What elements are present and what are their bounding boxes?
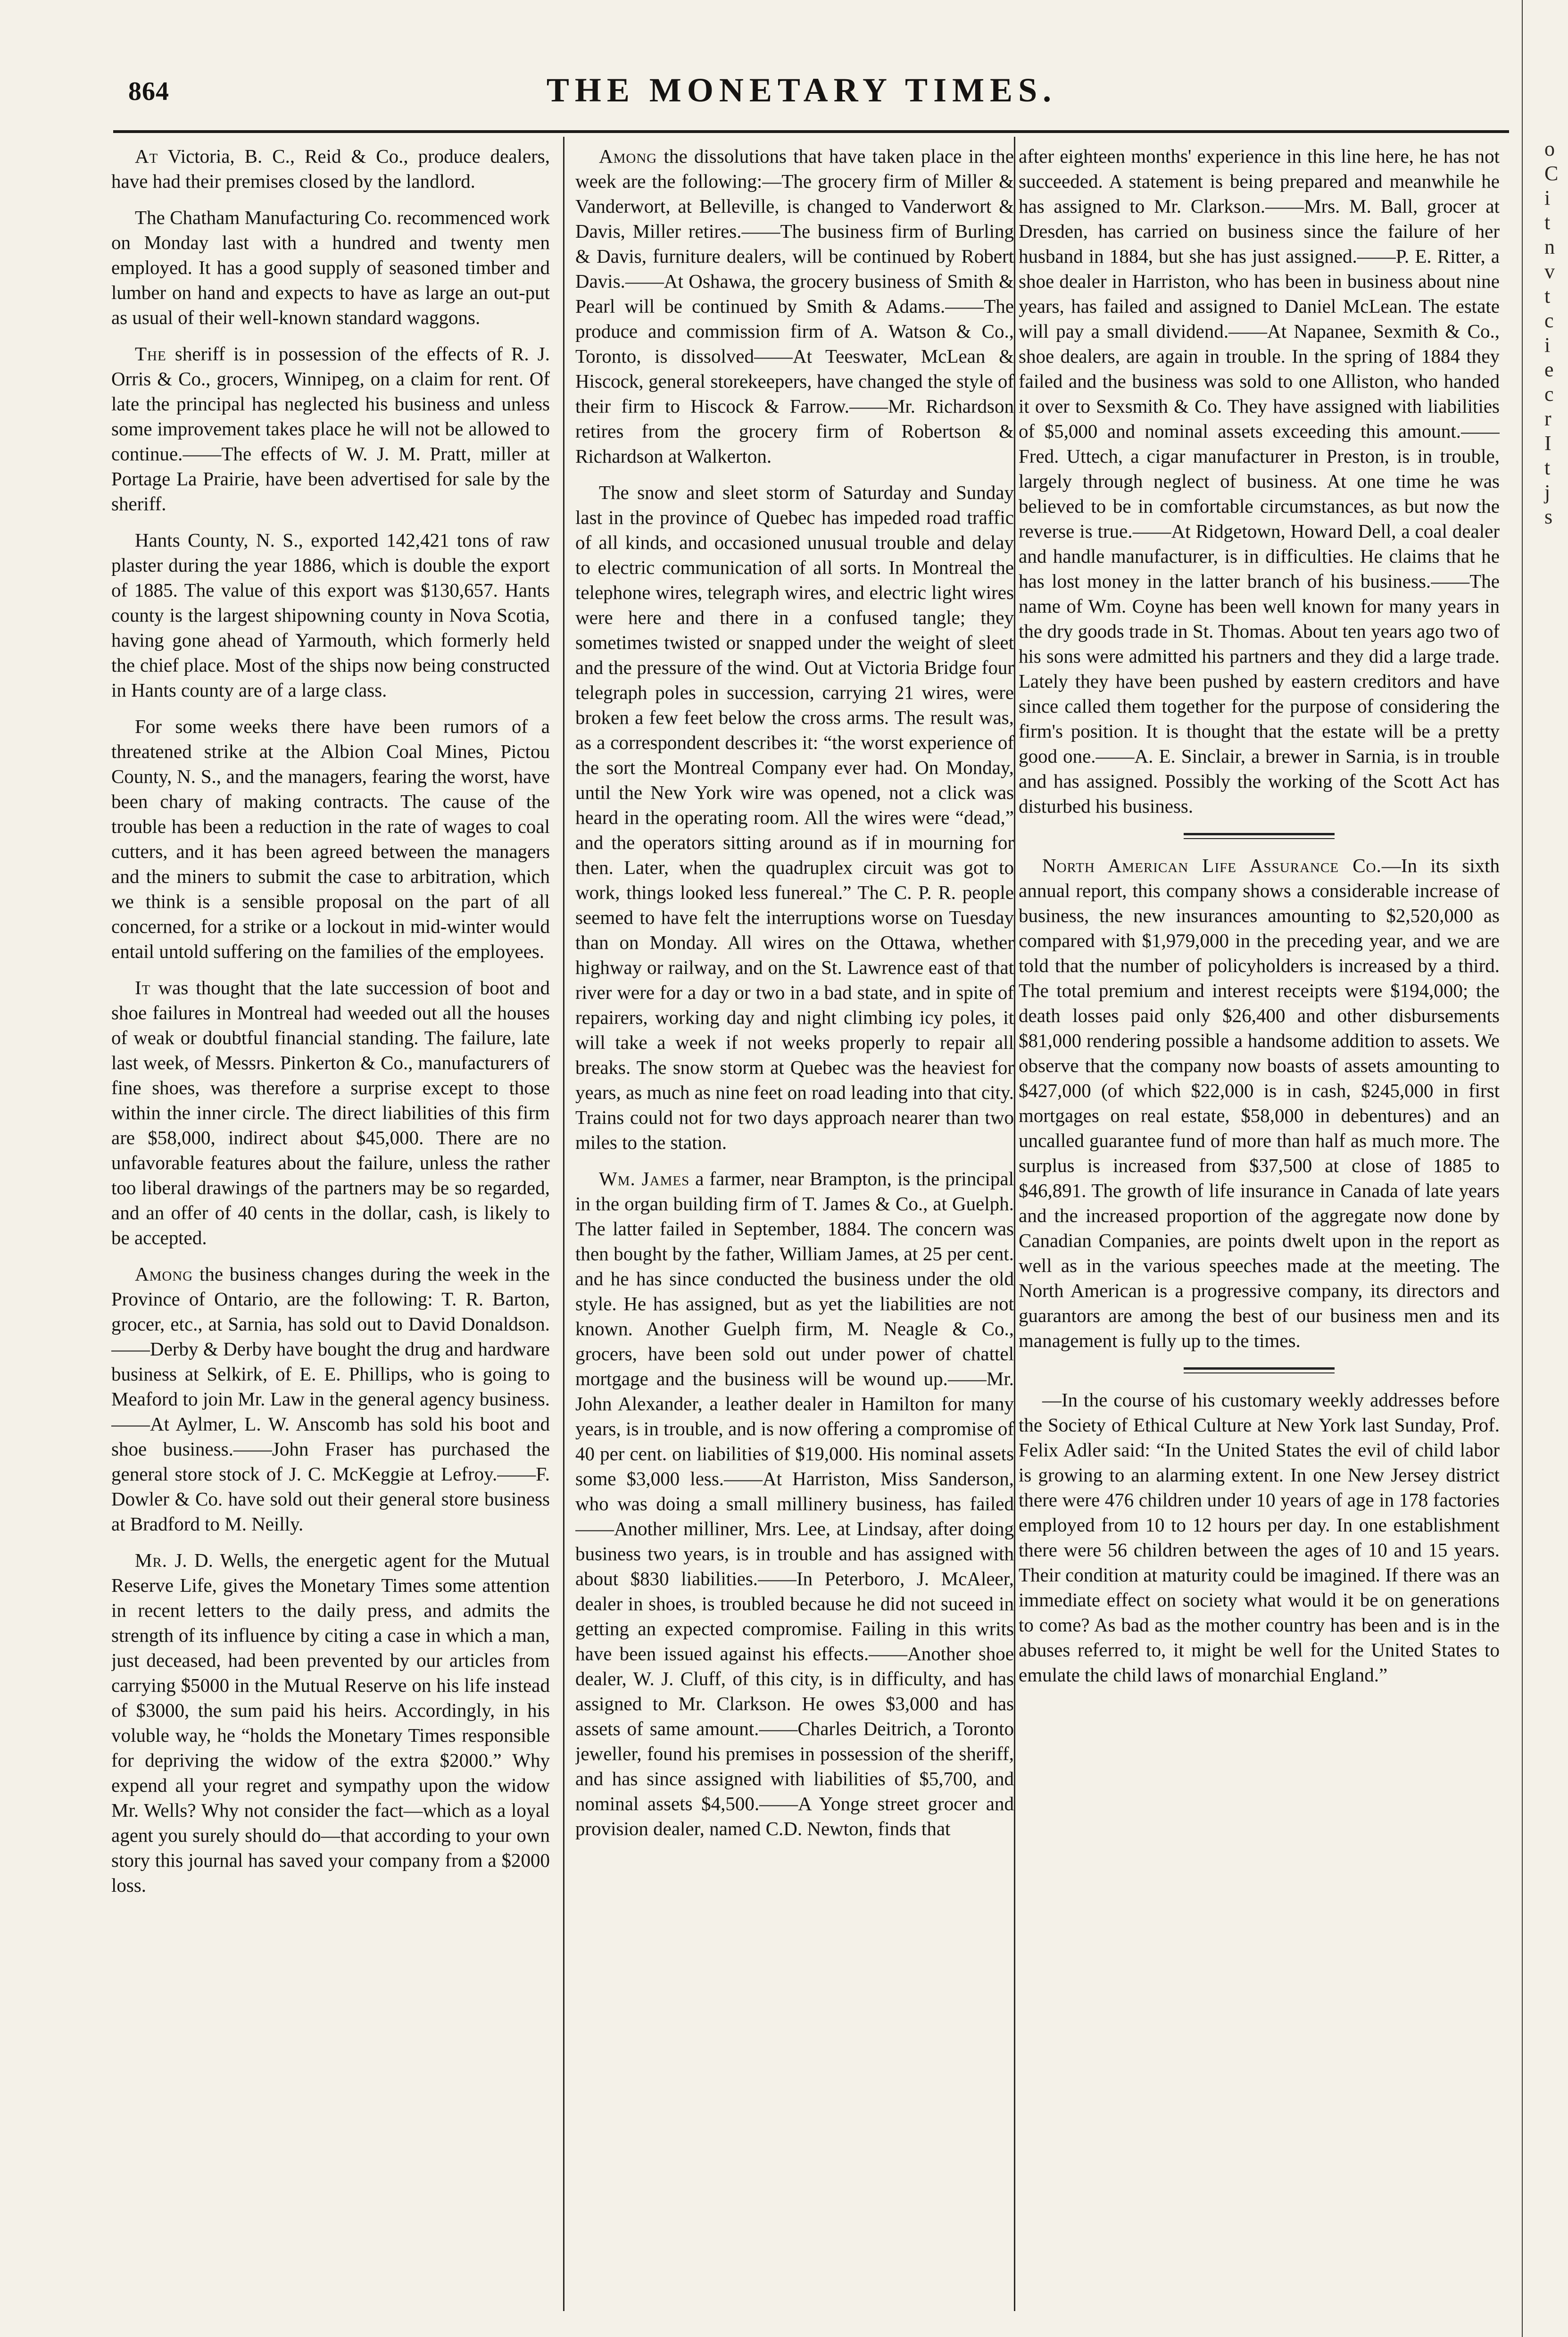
column-divider-2 bbox=[1014, 137, 1015, 2311]
top-rule bbox=[113, 130, 1509, 133]
page-number: 864 bbox=[128, 77, 169, 106]
article-paragraph: after eighteen months' experience in this line here, he has not succeeded. A statement is being prepared and meanwhile he has assigned to Mr. Clarkson.——Mrs. M. Ball, grocer at Dresden, has carried on business since the failure of her husband in 1884, but she has just assigned.——P. E. Ritter, a shoe dealer in Harriston, who has been in business about nine years, has failed and assigned to Daniel McLean. The estate will pay a small dividend.——At Napanee, Sexmith & Co., shoe dealers, are again in trouble. In the spring of 1884 they failed and the business was sold to one Alliston, who handed it over to Sexsmith & Co. They have assigned with liabilities of $5,000 and nominal assets exceeding this amount.——Fred. Uttech, a cigar manufacturer in Preston, is in trouble, largely through neglect of business. At one time he was believed to be in comfortable circumstances, as but now the reverse is true.——At Ridgetown, Howard Dell, a coal dealer and handle manufacturer, is in difficulties. He claims that he has lost money in the latter branch of his business.——The name of Wm. Coyne has been well known for many years in the dry goods trade in St. Thomas. About ten years ago two of his sons were admitted his partners and they did a large trade. Lately they have been pushed by eastern creditors and have since called them together for the purpose of considering the firm's position. It is thought that the estate will be a pretty good one.——A. E. Sinclair, a brewer in Sarnia, is in trouble and has assigned. Possibly the working of the Scott Act has disturbed his business. bbox=[1019, 145, 1500, 817]
article-paragraph: Among the dissolutions that have taken place in the week are the following:—The grocery firm of Miller & Vanderwort, at Belleville, is changed to Vanderwort & Davis, Miller retires.——The business firm of Burling & Davis, furniture dealers, will be continued by Robert Davis.——At Oshawa, the grocery business of Smith & Pearl will be continued by Smith & Adams.——The produce and commission firm of A. Watson & Co., Toronto, is dissolved——At Teeswater, McLean & Hiscock, general storekeepers, have changed the style of their firm to Hiscock & Farrow.——Mr. Richardson retires from the grocery firm of Robertson & Richardson at Walkerton. bbox=[575, 145, 1014, 467]
adjacent-page-fragment: o C i t n v t c i e c r I t j s bbox=[1544, 137, 1559, 528]
article-paragraph: The sheriff is in possession of the effects of R. J. Orris & Co., grocers, Winnipeg, on a claim for rent. Of late the principal has neglected his business and unless some improvement takes place he will not be allowed to continue.——The effects of W. J. M. Pratt, miller at Portage La Prairie, have been advertised for sale by the sheriff. bbox=[111, 343, 550, 515]
article-paragraph: The snow and sleet storm of Saturday and Sunday last in the province of Quebec has impeded road traffic of all kinds, and occasioned unusual trouble and delay to electric communication of all sorts. In Montreal the telephone wires, telegraph wires, and electric light wires were here and there in a confused tangle; they sometimes twisted or snapped under the weight of sleet and the pressure of the wind. Out at Victoria Bridge four telegraph poles in succession, carrying 21 wires, were broken a few feet below the cross arms. The result was, as a correspondent describes it: “the worst experience of the sort the Montreal Company ever had. On Monday, until the New York wire was opened, not a click was heard in the operating room. All the wires were “dead,” and the operators sitting around as if in mourning for then. Later, when the quadruplex circuit was got to work, things looked less funereal.” The C. P. R. people seemed to have felt the interruptions worse on Tuesday than on Monday. All wires on the Ottawa, whether highway or railway, and on the St. Lawrence east of that river were for a day or two in a bad state, and in spite of repairers, working day and night climbing icy poles, it will take a week if not weeks properly to repair all breaks. The snow storm at Quebec was the heaviest for years, as much as nine feet on road leading into that city. Trains could not for two days approach nearer than two miles to the station. bbox=[575, 482, 1014, 1153]
article-paragraph: Mr. J. D. Wells, the energetic agent for the Mutual Reserve Life, gives the Monetary Times some attention in recent letters to the daily press, and admits the strength of its influence by citing a case in which a man, just deceased, had been prevented by our articles from carrying $5000 in the Mutual Reserve on his life instead of $3000, the sum paid his heirs. Accordingly, in his voluble way, he “holds the Monetary Times responsible for depriving the widow of the extra $2000.” Why expend all your regret and sympathy upon the widow Mr. Wells? Why not consider the fact—which as a loyal agent you surely should do—that according to your own story this journal has saved your company from a $2000 loss. bbox=[111, 1549, 550, 1896]
article-paragraph: The Chatham Manufacturing Co. recommenced work on Monday last with a hundred and twenty men employed. It has a good supply of seasoned timber and lumber on hand and expects to have as large an out-put as usual of their well-known standard waggons. bbox=[111, 207, 550, 328]
article-paragraph: —In the course of his customary weekly addresses before the Society of Ethical Culture at New York last Sunday, Prof. Felix Adler said: “In the United States the evil of child labor is growing to an alarming extent. In one New Jersey district there were 476 children under 10 years of age in 178 factories employed from 10 to 12 hours per day. In one establishment there were 56 children between the ages of 10 and 15 years. Their condition at maturity could be imagined. If there was an immediate effect on society what would it be on generations to come? As bad as the mother country has been and is in the abuses referred to, it might be well for the United States to emulate the child laws of monarchial England.” bbox=[1019, 1389, 1500, 1686]
article-paragraph: At Victoria, B. C., Reid & Co., produce dealers, have had their premises closed by the landlord. bbox=[111, 145, 550, 192]
column-1 bbox=[111, 144, 550, 2304]
masthead-title: THE MONETARY TIMES. bbox=[546, 71, 1057, 109]
article-paragraph: It was thought that the late succession of boot and shoe failures in Montreal had weeded out all the houses of weak or doubtful financial standing. The failure, late last week, of Messrs. Pinkerton & Co., manufacturers of fine shoes, was therefore a surprise except to those within the inner circle. The direct liabilities of this firm are $58,000, indirect about $45,000. There are no unfavorable features about the failure, unless the rather too liberal drawings of the partners may be so regarded, and an offer of 40 cents in the dollar, cash, is likely to be accepted. bbox=[111, 977, 550, 1248]
article-paragraph: Wm. James a farmer, near Brampton, is the principal in the organ building firm of T. James & Co., at Guelph. The latter failed in September, 1884. The concern was then bought by the father, William James, at 25 per cent. and he has since conducted the business under the old style. He has assigned, but as yet the liabilities are not known. Another Guelph firm, M. Neagle & Co., grocers, have been sold out under power of chattel mortgage and the business will be wound up.——Mr. John Alexander, a leather dealer in Hamilton for many years, is in trouble, and is now offering a compromise of 40 per cent. on liabilities of $19,000. His nominal assets some $3,000 less.——At Harriston, Miss Sanderson, who was doing a small millinery business, has failed——Another milliner, Mrs. Lee, at Lindsay, after doing business two years, is in trouble and has assigned with about $830 liabilities.——In Peterboro, J. McAleer, dealer in shoes, is troubled because he did not suceed in getting an expected compromise. Failing in this writs have been issued against his effects.——Another shoe dealer, W. J. Cluff, of this city, is in difficulty, and has assigned to Mr. Clarkson. He owes $3,000 and has assets of same amount.——Charles Deitrich, a Toronto jeweller, found his premises in possession of the sheriff, and has since assigned with liabilities of $5,700, and nominal assets $4,500.——A Yonge street grocer and provision dealer, named C.D. Newton, finds that bbox=[575, 1168, 1014, 1839]
article-paragraph: For some weeks there have been rumors of a threatened strike at the Albion Coal Mines, Pictou County, N. S., and the managers, fearing the worst, have been chary of making contracts. The cause of the trouble has been a reduction in the rate of wages to coal cutters, and it has been agreed between the managers and the miners to submit the case to arbitration, which we think is a sensible proposal on the part of all concerned, for a strike or a lockout in mid-winter would entail untold suffering on the families of the employees. bbox=[111, 715, 550, 962]
section-divider bbox=[1184, 833, 1335, 839]
section-divider bbox=[1184, 1367, 1335, 1373]
article-paragraph: Hants County, N. S., exported 142,421 tons of raw plaster during the year 1886, which is double the export of 1885. The value of this export was $130,657. Hants county is the largest shipowning county in Nova Scotia, having gone ahead of Yarmouth, which formerly held the chief place. Most of the ships now being constructed in Hants county are of a large class. bbox=[111, 529, 550, 701]
column-2 bbox=[575, 144, 1014, 2304]
column-divider-1 bbox=[563, 137, 564, 2311]
column-3 bbox=[1019, 144, 1500, 2304]
page-edge-line bbox=[1522, 0, 1523, 2337]
article-paragraph: North American Life Assurance Co.—In its sixth annual report, this company shows a considerable increase of business, the new insurances amounting to $2,520,000 as compared with $1,979,000 in the preceding year, and we are told that the number of policyholders is increased by a third. The total premium and interest receipts were $194,000; the death losses paid only $26,400 and other disbursements $81,000 rendering possible a handsome addition to assets. We observe that the company now boasts of assets amounting to $427,000 (of which $22,000 is in cash, $245,000 in first mortgages on real estate, $58,000 in debentures) and an uncalled guarantee fund of more than half as much more. The surplus is increased from $37,500 at close of 1885 to $46,891. The growth of life insurance in Canada of late years and the increased proportion of the aggregate now done by Canadian Companies, are points dwelt upon in the report as well as in the various speeches made at the meeting. The North American is a progressive company, its directors and guarantors are among the best of our business men and its management is fully up to the times. bbox=[1019, 855, 1500, 1351]
article-paragraph: Among the business changes during the week in the Province of Ontario, are the following: T. R. Barton, grocer, etc., at Sarnia, has sold out to David Donaldson.——Derby & Derby have bought the drug and hardware business at Selkirk, of E. E. Phillips, who is going to Meaford to join Mr. Law in the general agency business.——At Aylmer, L. W. Anscomb has sold his boot and shoe business.——John Fraser has purchased the general store stock of J. C. McKeggie at Lefroy.——F. Dowler & Co. have sold out their general store business at Bradford to M. Neilly. bbox=[111, 1263, 550, 1535]
